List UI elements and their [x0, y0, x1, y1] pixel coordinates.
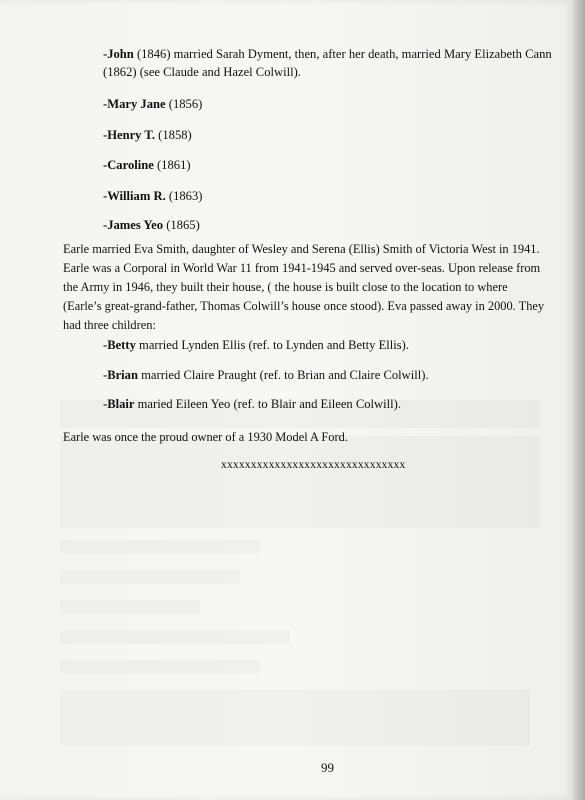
child-detail: (1856)	[165, 97, 203, 111]
child-detail: (1846) married Sarah Dyment, then, after her death, married Mary Elizabeth Cann	[133, 47, 552, 61]
child-detail: (1858)	[155, 128, 192, 142]
child-entry-blair	[103, 396, 401, 412]
page-number: 99	[321, 760, 334, 775]
child-detail: (1863)	[165, 189, 203, 203]
child-entry-brian	[103, 367, 429, 383]
earle-paragraph	[63, 240, 573, 335]
child-entry-william	[103, 188, 202, 204]
child-detail-continued: (1862) (see Claude and Hazel Colwill).	[103, 65, 301, 79]
binding-edge	[573, 0, 585, 800]
child-entry-caroline	[103, 157, 191, 173]
child-name: -Caroline	[103, 158, 154, 172]
child-detail: (1861)	[153, 158, 191, 172]
separator-line: xxxxxxxxxxxxxxxxxxxxxxxxxxxxxxx	[221, 459, 406, 471]
child-name: -James Yeo	[103, 218, 164, 232]
child-name: -Betty	[103, 338, 136, 352]
child-detail: married Lynden Ellis (ref. to Lynden and Betty Ellis).	[135, 338, 410, 352]
model-a-paragraph	[63, 428, 573, 447]
paragraph-line: Earle married Eva Smith, daughter of Wesley and Serena (Ellis) Smith of Victoria West in 1941.	[63, 242, 540, 256]
child-name: -Blair	[103, 397, 135, 411]
child-name: -Henry T.	[103, 128, 156, 142]
child-entry-james	[103, 217, 200, 233]
paragraph-line: the Army in 1946, they built their house, ( the house is built close to the location to where	[63, 280, 508, 294]
child-name: -William R.	[103, 189, 166, 203]
child-name: -John	[103, 47, 134, 61]
child-entry-betty	[103, 337, 409, 353]
child-entry-mary-jane	[103, 96, 202, 112]
child-detail: maried Eileen Yeo (ref. to Blair and Eileen Colwill).	[134, 397, 401, 411]
child-detail: (1865)	[163, 218, 200, 232]
paragraph-line: (Earle’s great-grand-father, Thomas Colwill’s house once stood). Eva passed away in 2000. They	[63, 299, 545, 313]
paragraph-line: had three children:	[63, 318, 156, 332]
paragraph-line: Earle was once the proud owner of a 1930 Model A Ford.	[63, 430, 348, 444]
paragraph-line: Earle was a Corporal in World War 11 from 1941-1945 and served over-seas. Upon release from	[63, 261, 541, 275]
child-detail: married Claire Praught (ref. to Brian and Claire Colwill).	[137, 368, 429, 382]
child-entry-john-cont	[103, 64, 301, 80]
child-name: -Mary Jane	[103, 97, 166, 111]
child-name: -Brian	[103, 368, 138, 382]
child-entry-john	[103, 46, 552, 62]
child-entry-henry	[103, 127, 192, 143]
